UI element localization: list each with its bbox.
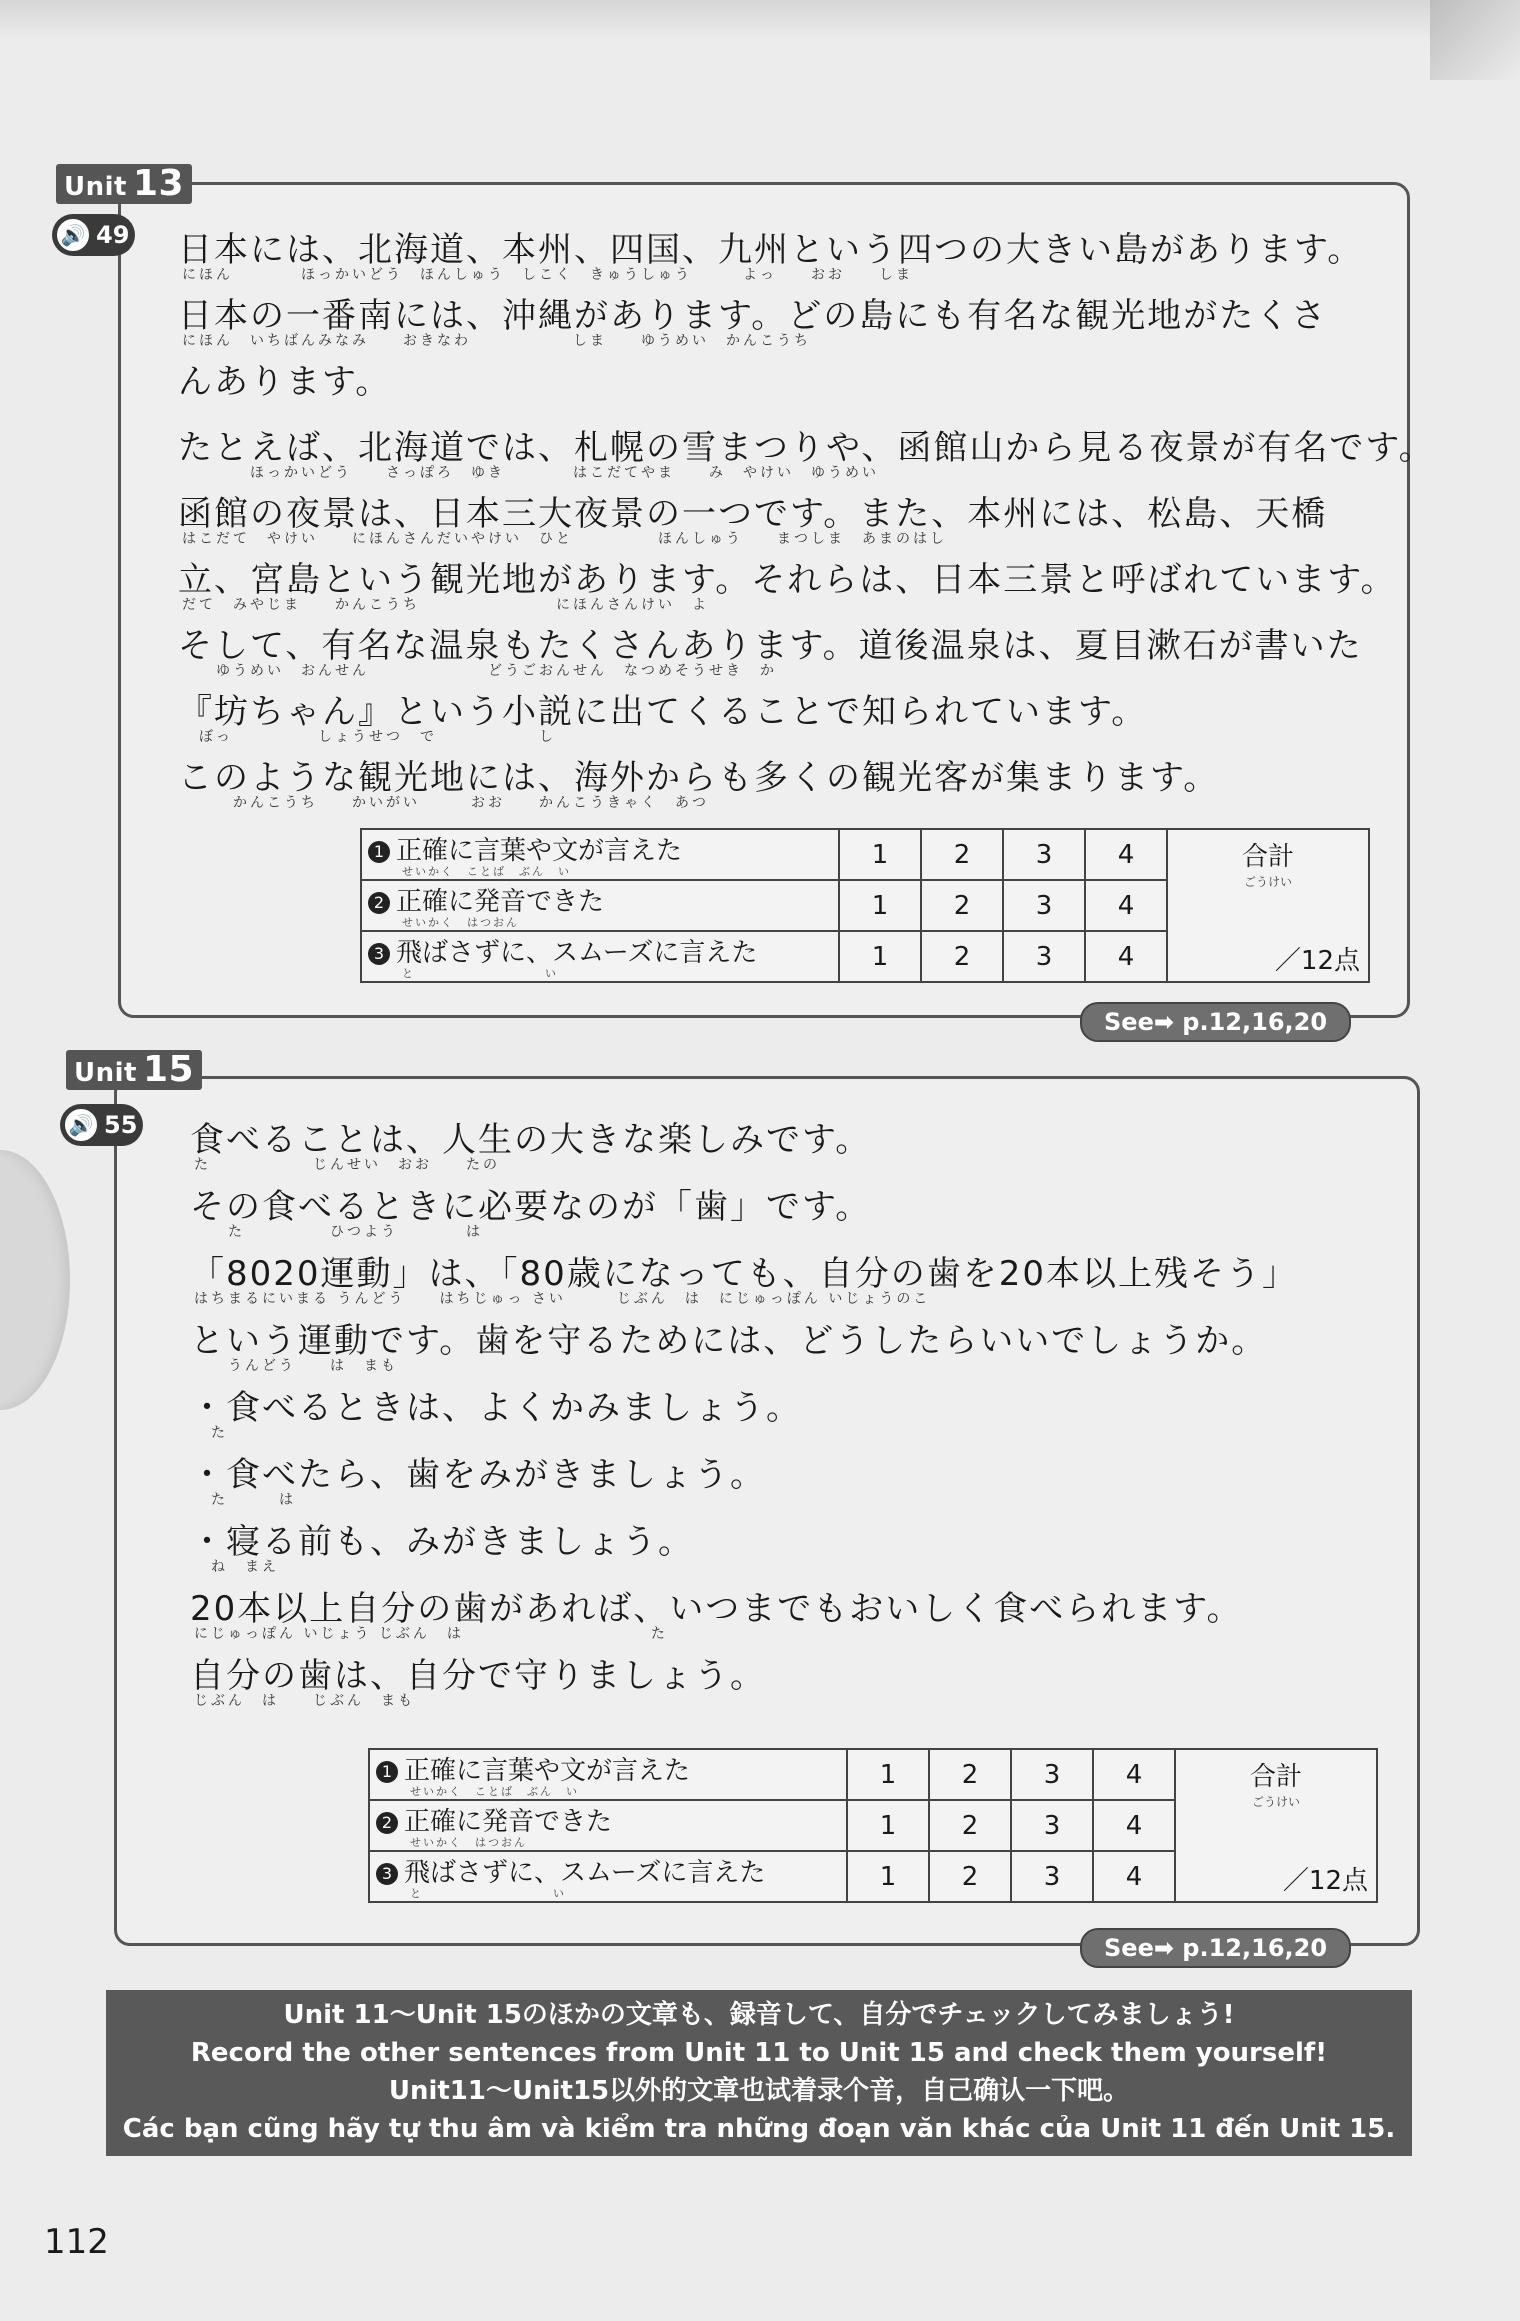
criterion-furigana: せいかく ことば ぶん い [410, 1785, 579, 1798]
score-option[interactable]: 3 [1011, 1749, 1093, 1800]
score-option[interactable]: 4 [1085, 829, 1167, 880]
criterion-number: 1 [368, 841, 390, 863]
furigana-line: ぼっ しょうせつ で し [182, 729, 556, 745]
banner-vietnamese: Các bạn cũng hãy tự thu âm và kiểm tra những đoạn văn khác của Unit 11 đến Unit 15. [122, 2114, 1396, 2144]
unit15-tag-number: 15 [142, 1049, 195, 1090]
passage-line: 日本の一番南には、沖縄があります。どの島にも有名な観光地がたくさ [178, 296, 1328, 336]
criterion-text: 正確に言葉や文が言えた [404, 1756, 691, 1786]
criterion-text: 正確に発音できた [396, 887, 605, 917]
furigana-line: ほっかいどう さっぽろ ゆき はこだてやま み やけい ゆうめい [182, 465, 879, 481]
criterion-furigana: と い [402, 967, 558, 980]
score-option[interactable]: 4 [1085, 880, 1167, 931]
side-decoration [0, 1150, 70, 1410]
passage-line: 自分の歯は、自分で守りましょう。 [190, 1656, 766, 1696]
criterion-cell [369, 1851, 847, 1902]
unit13-audio-track[interactable] [52, 214, 135, 256]
criterion-cell [361, 880, 839, 931]
criterion-cell [369, 1800, 847, 1851]
furigana-line: かんこうち かいがい おお かんこうきゃく あつ [182, 795, 709, 811]
score-option[interactable]: 2 [921, 880, 1003, 931]
criterion-number: 2 [368, 892, 390, 914]
criterion-furigana: せいかく ことば ぶん い [402, 865, 571, 878]
passage-line: んあります。 [178, 362, 392, 402]
furigana-line: ゆうめい おんせん どうごおんせん なつめそうせき か [182, 663, 777, 679]
criterion-number: 3 [368, 943, 390, 965]
total-furigana: ごうけい [1251, 1795, 1300, 1809]
score-option[interactable]: 2 [929, 1800, 1011, 1851]
total-cell [1167, 829, 1369, 982]
unit13-tag-number: 13 [132, 163, 185, 204]
page-number: 112 [44, 2222, 109, 2262]
unit13-see-reference[interactable]: See➡ p.12,16,20 [1080, 1002, 1351, 1042]
score-option[interactable]: 1 [847, 1800, 929, 1851]
page-top-shadow [0, 0, 1520, 40]
score-option[interactable]: 1 [847, 1851, 929, 1902]
speaker-icon: 🔊 [54, 216, 92, 254]
total-label: 合計 [1249, 1762, 1302, 1792]
total-points: ／12点 [1274, 946, 1360, 976]
passage-line: 食べることは、人生の大きな楽しみです。 [190, 1120, 872, 1160]
furigana-line: た は [194, 1492, 296, 1508]
passage-line: 20本以上自分の歯があれば、いつまでもおいしく食べられます。 [190, 1589, 1243, 1629]
passage-line: 日本には、北海道、本州、四国、九州という四つの大きい島があります。 [178, 230, 1364, 270]
criterion-number: 2 [376, 1812, 398, 1834]
passage-line: 立、宮島という観光地があります。それらは、日本三景と呼ばれています。 [178, 560, 1397, 600]
passage-line: その食べるときに必要なのが「歯」です。 [190, 1187, 872, 1227]
furigana-line: はちまるにいまる うんどう はちじゅっ さい じぶん は にじゅっぽん いじょうのこ [194, 1291, 931, 1307]
score-option[interactable]: 4 [1093, 1749, 1175, 1800]
score-option[interactable]: 3 [1011, 1851, 1093, 1902]
score-row [361, 829, 1369, 880]
furigana-line: ね まえ [194, 1559, 279, 1575]
score-option[interactable]: 1 [839, 931, 921, 982]
furigana-line: うんどう は まも [194, 1358, 398, 1374]
banner-japanese: Unit 11～Unit 15のほかの文章も、録音して、自分でチェックしてみましょう! [283, 2000, 1235, 2030]
score-option[interactable]: 2 [929, 1851, 1011, 1902]
furigana-line: にほん ほっかいどう ほんしゅう しこく きゅうしゅう よっ おお しま [182, 267, 913, 283]
score-option[interactable]: 2 [921, 931, 1003, 982]
furigana-line: た [194, 1425, 228, 1441]
passage-line: 函館の夜景は、日本三大夜景の一つです。また、本州には、松島、天橋 [178, 494, 1328, 534]
unit13-tag [56, 164, 192, 204]
unit13-score-table [360, 828, 1370, 983]
furigana-line: だて みやじま かんこうち にほんさんけい よ [182, 597, 709, 613]
furigana-line: にほん いちばんみなみ おきなわ しま ゆうめい かんこうち [182, 333, 811, 349]
speaker-icon: 🔊 [62, 1106, 100, 1144]
furigana-line: た じんせい おお たの [194, 1157, 500, 1173]
criterion-furigana: と い [410, 1887, 566, 1900]
criterion-number: 1 [376, 1761, 398, 1783]
banner-chinese: Unit11～Unit15以外的文章也试着录个音，自己确认一下吧。 [388, 2076, 1130, 2106]
banner-english: Record the other sentences from Unit 11 to Unit 15 and check them yourself! [190, 2038, 1328, 2068]
instruction-banner [106, 1990, 1412, 2156]
unit15-track-number: 55 [104, 1111, 138, 1139]
passage-line: ・寝る前も、みがきましょう。 [190, 1522, 694, 1562]
passage-line: このような観光地には、海外からも多くの観光客が集まります。 [178, 758, 1220, 798]
passage-line: たとえば、北海道では、札幌の雪まつりや、函館山から見る夜景が有名です。 [178, 428, 1435, 468]
unit13-tag-label: Unit [64, 172, 127, 202]
unit15-tag [66, 1050, 202, 1090]
unit15-score-table [368, 1748, 1378, 1903]
passage-line: 「8020運動」は、「80歳になっても、自分の歯を20本以上残そう」 [190, 1254, 1299, 1294]
criterion-text: 正確に発音できた [404, 1807, 613, 1837]
furigana-line: にじゅっぽん いじょう じぶん は た [194, 1626, 668, 1642]
score-option[interactable]: 1 [839, 829, 921, 880]
furigana-line: た ひつよう は [194, 1224, 483, 1240]
score-option[interactable]: 3 [1003, 829, 1085, 880]
criterion-cell [361, 829, 839, 880]
score-option[interactable]: 3 [1003, 880, 1085, 931]
criterion-cell [369, 1749, 847, 1800]
score-option[interactable]: 2 [921, 829, 1003, 880]
unit15-tag-label: Unit [74, 1058, 137, 1088]
passage-line: ・食べるときは、よくかみましょう。 [190, 1388, 802, 1428]
passage-line: ・食べたら、歯をみがきましょう。 [190, 1455, 766, 1495]
total-label: 合計 [1241, 842, 1294, 872]
score-option[interactable]: 1 [839, 880, 921, 931]
score-option[interactable]: 3 [1003, 931, 1085, 982]
page-corner [1430, 0, 1520, 80]
criterion-number: 3 [376, 1863, 398, 1885]
criterion-text: 飛ばさずに、スムーズに言えた [396, 938, 758, 968]
total-furigana: ごうけい [1243, 875, 1292, 889]
criterion-furigana: せいかく はつおん [402, 916, 519, 929]
criterion-text: 飛ばさずに、スムーズに言えた [404, 1858, 766, 1888]
score-option[interactable]: 3 [1011, 1800, 1093, 1851]
score-option[interactable]: 4 [1085, 931, 1167, 982]
unit13-track-number: 49 [96, 221, 130, 249]
total-points: ／12点 [1282, 1866, 1368, 1896]
passage-line: という運動です。歯を守るためには、どうしたらいいでしょうか。 [190, 1321, 1268, 1361]
score-option[interactable]: 4 [1093, 1851, 1175, 1902]
criterion-cell [361, 931, 839, 982]
criterion-furigana: せいかく はつおん [410, 1836, 527, 1849]
furigana-line: はこだて やけい にほんさんだいやけい ひと ほんしゅう まつしま あまのはし [182, 531, 947, 547]
score-option[interactable]: 4 [1093, 1800, 1175, 1851]
furigana-line: じぶん は じぶん まも [194, 1693, 415, 1709]
score-option[interactable]: 1 [847, 1749, 929, 1800]
unit15-see-reference[interactable]: See➡ p.12,16,20 [1080, 1928, 1351, 1968]
score-row [369, 1749, 1377, 1800]
unit15-audio-track[interactable] [60, 1104, 143, 1146]
total-cell [1175, 1749, 1377, 1902]
passage-line: そして、有名な温泉もたくさんあります。道後温泉は、夏目漱石が書いた [178, 626, 1363, 666]
score-option[interactable]: 2 [929, 1749, 1011, 1800]
passage-line: 『坊ちゃん』という小説に出てくることで知られています。 [178, 692, 1148, 732]
criterion-text: 正確に言葉や文が言えた [396, 836, 683, 866]
